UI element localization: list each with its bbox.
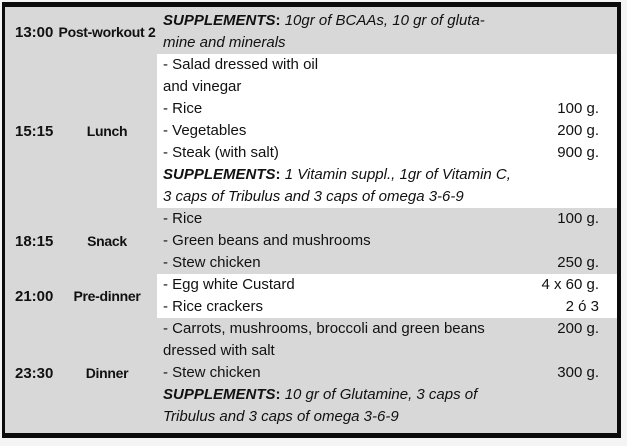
- time-cell: [5, 10, 57, 54]
- supplements-line: [163, 384, 599, 406]
- time-cell: [5, 208, 57, 274]
- food-item-row: [163, 120, 599, 142]
- content-cell: [157, 318, 617, 428]
- supplements-line: mine and minerals: [163, 34, 286, 51]
- meal-label: Pre-dinner: [73, 288, 141, 304]
- section-post-workout-2: [5, 10, 617, 54]
- supplements-text: 10gr of BCAAs, 10 gr of gluta-: [284, 12, 485, 29]
- food-item-row: [163, 362, 599, 384]
- content-cell: [157, 274, 617, 318]
- supplements-separator: :: [275, 386, 281, 403]
- meal-cell: [57, 208, 157, 274]
- item-amount: 250 g.: [557, 254, 599, 271]
- time-label: 21:00: [15, 287, 54, 305]
- food-item-row: [163, 208, 599, 230]
- item-amount: 300 g.: [557, 364, 599, 381]
- supplements-line: [163, 164, 599, 186]
- supplements-line: 3 caps of Tribulus and 3 caps of omega 3-6-9: [163, 188, 464, 205]
- time-cell: [5, 318, 57, 428]
- item-name: - Rice: [163, 210, 203, 227]
- meal-label: Snack: [87, 233, 127, 249]
- food-item-row: [163, 252, 599, 274]
- item-amount: 100 g.: [557, 100, 599, 117]
- item-name: - Egg white Custard: [163, 276, 295, 293]
- food-item-row: [163, 318, 599, 362]
- item-amount: 200 g.: [557, 320, 599, 337]
- section-lunch: [5, 54, 617, 208]
- meal-label: Lunch: [86, 123, 128, 139]
- time-label: 18:15: [15, 232, 54, 250]
- meal-cell: [57, 54, 157, 208]
- meal-cell: [57, 274, 157, 318]
- item-amount: [591, 54, 599, 76]
- item-amount: 100 g.: [557, 210, 599, 227]
- food-item-row: [163, 54, 599, 98]
- item-name: - Carrots, mushrooms, broccoli and green beans dressed with salt: [163, 320, 485, 359]
- item-amount: [591, 230, 599, 252]
- item-name: - Rice: [163, 100, 203, 117]
- meal-label: Dinner: [85, 365, 129, 381]
- content-cell: [157, 208, 617, 274]
- supplements-text: 1 Vitamin suppl., 1gr of Vitamin C,: [284, 166, 511, 183]
- item-amount: 4 x 60 g.: [541, 276, 599, 293]
- time-cell: [5, 274, 57, 318]
- section-snack: [5, 208, 617, 274]
- meal-plan-table: [2, 2, 621, 438]
- content-cell: [157, 10, 617, 54]
- time-label: 15:15: [15, 122, 54, 140]
- supplements-label: SUPPLEMENTS: [163, 386, 276, 403]
- food-item-row: [163, 230, 599, 252]
- supplements-separator: :: [275, 12, 281, 29]
- section-pre-dinner: [5, 274, 617, 318]
- supplements-text: 10 gr of Glutamine, 3 caps of: [284, 386, 478, 403]
- time-label: 23:30: [15, 364, 54, 382]
- item-amount: 200 g.: [557, 122, 599, 139]
- item-name: - Stew chicken: [163, 364, 261, 381]
- item-name: - Salad dressed with oil and vinegar: [163, 56, 319, 95]
- item-amount: 900 g.: [557, 144, 599, 161]
- section-dinner: [5, 318, 617, 428]
- item-name: - Vegetables: [163, 122, 247, 139]
- food-item-row: [163, 274, 599, 296]
- item-name: - Steak (with salt): [163, 144, 279, 161]
- supplements-separator: :: [275, 166, 281, 183]
- supplements-row: [163, 10, 599, 54]
- meal-label: Post-workout 2: [58, 24, 156, 40]
- supplements-label: SUPPLEMENTS: [163, 12, 276, 29]
- content-cell: [157, 54, 617, 208]
- meal-cell: [57, 10, 157, 54]
- food-item-row: [163, 142, 599, 164]
- supplements-label: SUPPLEMENTS: [163, 166, 276, 183]
- time-cell: [5, 54, 57, 208]
- food-item-row: [163, 296, 599, 318]
- supplements-row: [163, 384, 599, 428]
- item-name: - Rice crackers: [163, 298, 264, 315]
- supplements-line: Tribulus and 3 caps of omega 3-6-9: [163, 408, 399, 425]
- supplements-row: [163, 164, 599, 208]
- item-name: - Green beans and mushrooms: [163, 232, 371, 249]
- item-name: - Stew chicken: [163, 254, 261, 271]
- time-label: 13:00: [15, 23, 54, 41]
- item-amount: 2 ó 3: [565, 298, 599, 315]
- meal-cell: [57, 318, 157, 428]
- food-item-row: [163, 98, 599, 120]
- supplements-line: [163, 10, 599, 32]
